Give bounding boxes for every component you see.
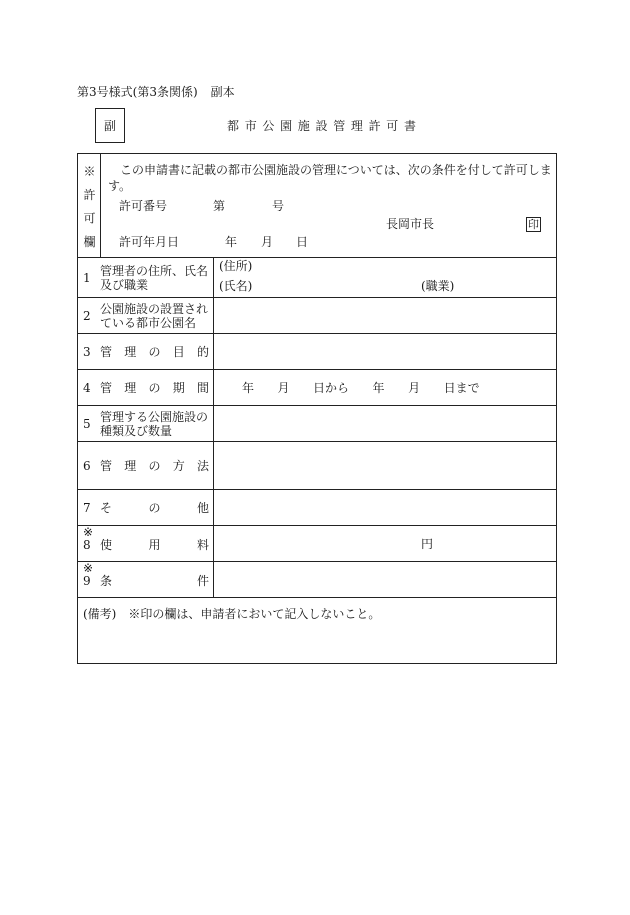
row-number: 1 (83, 270, 91, 285)
form-number: 第3号様式(第3条関係) (77, 85, 198, 99)
office-use-mark: ※ (83, 525, 94, 539)
row-number: 5 (83, 416, 91, 431)
row-value-cell (214, 442, 556, 489)
row-label-cell (78, 298, 214, 333)
row-label-cell (78, 258, 214, 297)
row-purpose (78, 334, 556, 370)
row-other (78, 490, 556, 526)
remarks-text: ※印の欄は、申請者において記入しないこと。 (128, 607, 381, 621)
row-label-cell (78, 370, 214, 405)
row-label-cell (78, 562, 214, 597)
row-value-cell (214, 562, 556, 597)
copy-label: 副本 (210, 85, 235, 99)
row-label: その他 (100, 500, 209, 515)
row-value-cell (214, 298, 556, 333)
row-period (78, 370, 556, 406)
row-conditions (78, 562, 556, 598)
period-start-month: 月 (277, 380, 290, 395)
row-label: 管理する公園施設の種類及び数量 (100, 409, 209, 438)
permit-section-row (78, 154, 556, 258)
period-start-day: 日から (313, 380, 350, 395)
row-value-cell (214, 258, 556, 297)
row-label-cell (78, 406, 214, 441)
row-value-cell (214, 370, 556, 405)
period-range (214, 380, 480, 396)
row-label: 使用料 (100, 538, 209, 552)
row-number: 9 (83, 574, 91, 588)
row-label: 管理の期間 (100, 380, 209, 395)
permit-side-label: ※許可欄 (82, 165, 96, 259)
row-method (78, 442, 556, 490)
row-label-cell (78, 490, 214, 525)
permit-date-day: 日 (296, 235, 309, 249)
remarks-label: (備考) (83, 607, 117, 621)
row-number: 2 (83, 308, 91, 323)
permit-statement: この申請書に記載の都市公園施設の管理については、次の条件を付して許可します。 (108, 163, 552, 193)
permit-date-year: 年 (225, 235, 238, 249)
row-label: 管理の目的 (100, 344, 209, 359)
office-use-mark: ※ (83, 561, 94, 575)
permit-number-label: 許可番号 (119, 199, 168, 213)
row-number: 6 (83, 458, 91, 473)
row-label: 管理者の住所、氏名及び職業 (100, 263, 209, 292)
permit-date-month: 月 (261, 235, 274, 249)
copy-stamp-box (95, 108, 125, 143)
row-label-cell (78, 334, 214, 369)
issuer-name: 長岡市長 (386, 217, 435, 231)
row-value-cell (214, 490, 556, 525)
row-number: 8 (83, 538, 91, 552)
row-number: 7 (83, 500, 91, 515)
row-label-cell (78, 526, 214, 561)
row-label: 公園施設の設置されている都市公園名 (100, 301, 209, 330)
remarks-row (78, 598, 556, 663)
occupation-label: (職業) (421, 279, 455, 293)
row-number: 3 (83, 344, 91, 359)
document-title: 都市公園施設管理許可書 (227, 119, 422, 133)
row-value-cell (214, 334, 556, 369)
row-fee (78, 526, 556, 562)
name-label: (氏名) (219, 279, 253, 293)
row-park-name (78, 298, 556, 334)
form-number-line (77, 84, 235, 100)
permit-number-prefix: 第 (213, 199, 226, 213)
row-label: 管理の方法 (100, 458, 209, 473)
permit-body-cell (101, 154, 556, 257)
row-label: 条件 (100, 574, 209, 588)
permit-side-cell (78, 154, 101, 257)
period-start-year: 年 (242, 380, 255, 395)
fee-unit: 円 (421, 536, 434, 551)
permit-number-suffix: 号 (272, 199, 285, 213)
row-value-cell (214, 526, 556, 561)
remarks-cell (78, 598, 556, 663)
permit-date-label: 許可年月日 (119, 235, 180, 249)
row-number: 4 (83, 380, 91, 395)
address-label: (住所) (219, 259, 253, 273)
period-end-day: 日まで (443, 380, 480, 395)
row-label-cell (78, 442, 214, 489)
copy-stamp-char: 副 (103, 118, 116, 133)
row-manager-info (78, 258, 556, 298)
row-value-cell (214, 406, 556, 441)
period-end-year: 年 (372, 380, 385, 395)
seal-mark: 印 (528, 218, 539, 231)
row-facility-type (78, 406, 556, 442)
permit-form-table (77, 153, 557, 664)
period-end-month: 月 (408, 380, 421, 395)
